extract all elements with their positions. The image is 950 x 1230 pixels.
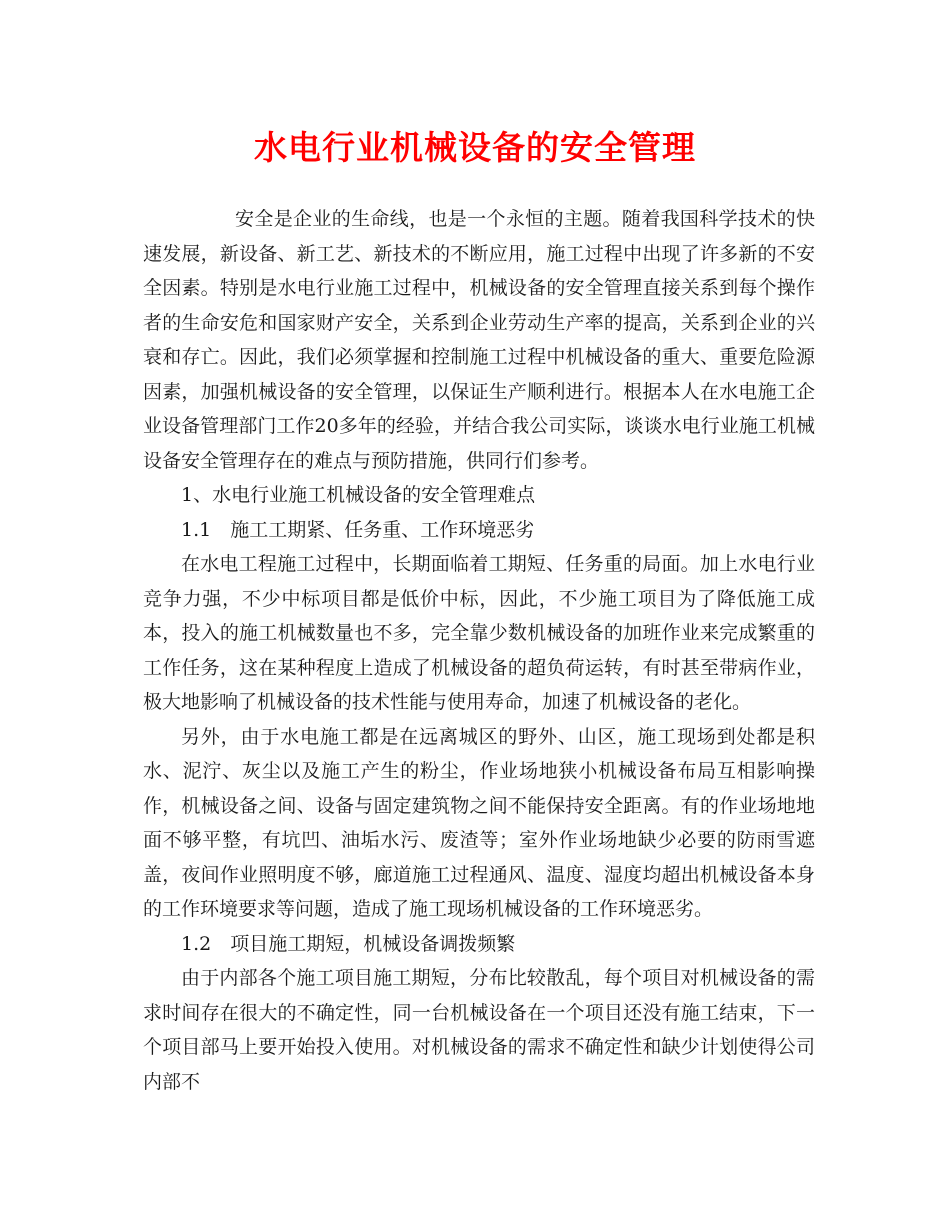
section-1-2-paragraph-1: 由于内部各个施工项目施工期短，分布比较散乱，每个项目对机械设备的需求时间存在很大的不确定性，同一台机械设备在一个项目还没有施工结束，下一个项目部马上要开始投入使用。对机械设备的需求不确定性和缺少计划使得公司内部不 xyxy=(143,967,815,1093)
section-1-1-paragraph-2: 另外，由于水电施工都是在远离城区的野外、山区，施工现场到处都是积水、泥泞、灰尘以及施工产生的粉尘，作业场地狭小机械设备布局互相影响操作，机械设备之间、设备与固定建筑物之间不能保持安全距离。有的作业场地地面不够平整，有坑凹、油垢水污、废渣等；室外作业场地缺少必要的防雨雪遮盖，夜间作业照明度不够，廊道施工过程通风、温度、湿度均超出机械设备本身的工作环境要求等问题，造成了施工现场机械设备的工作环境恶劣。 xyxy=(143,725,815,920)
section-1-1-heading: 1.1 施工工期紧、任务重、工作环境恶劣 xyxy=(181,518,535,541)
section-1-1-paragraph-1: 在水电工程施工过程中，长期面临着工期短、任务重的局面。加上水电行业竞争力强，不少中标项目都是低价中标，因此，不少施工项目为了降低施工成本，投入的施工机械数量也不多，完全靠少数机械设备的加班作业来完成繁重的工作任务，这在某种程度上造成了机械设备的超负荷运转，有时甚至带病作业，极大地影响了机械设备的技术性能与使用寿命，加速了机械设备的老化。 xyxy=(143,553,815,713)
section-1-2-heading: 1.2 项目施工期短，机械设备调拨频繁 xyxy=(181,932,516,955)
document-body xyxy=(143,202,815,1099)
section-1-heading: 1、水电行业施工机械设备的安全管理难点 xyxy=(181,484,536,506)
intro-paragraph: 安全是企业的生命线，也是一个永恒的主题。随着我国科学技术的快速发展，新设备、新工艺、新技术的不断应用，施工过程中出现了许多新的不安全因素。特别是水电行业施工过程中，机械设备的安全管理直接关系到每个操作者的生命安危和国家财产安全，关系到企业劳动生产率的提高，关系到企业的兴衰和存亡。因此，我们必须掌握和控制施工过程中机械设备的重大、重要危险源因素，加强机械设备的安全管理，以保证生产顺利进行。根据本人在水电施工企业设备管理部门工作20多年的经验，并结合我公司实际，谈谈水电行业施工机械设备安全管理存在的难点与预防措施，供同行们参考。 xyxy=(143,208,815,472)
document-title: 水电行业机械设备的安全管理 xyxy=(254,128,696,167)
